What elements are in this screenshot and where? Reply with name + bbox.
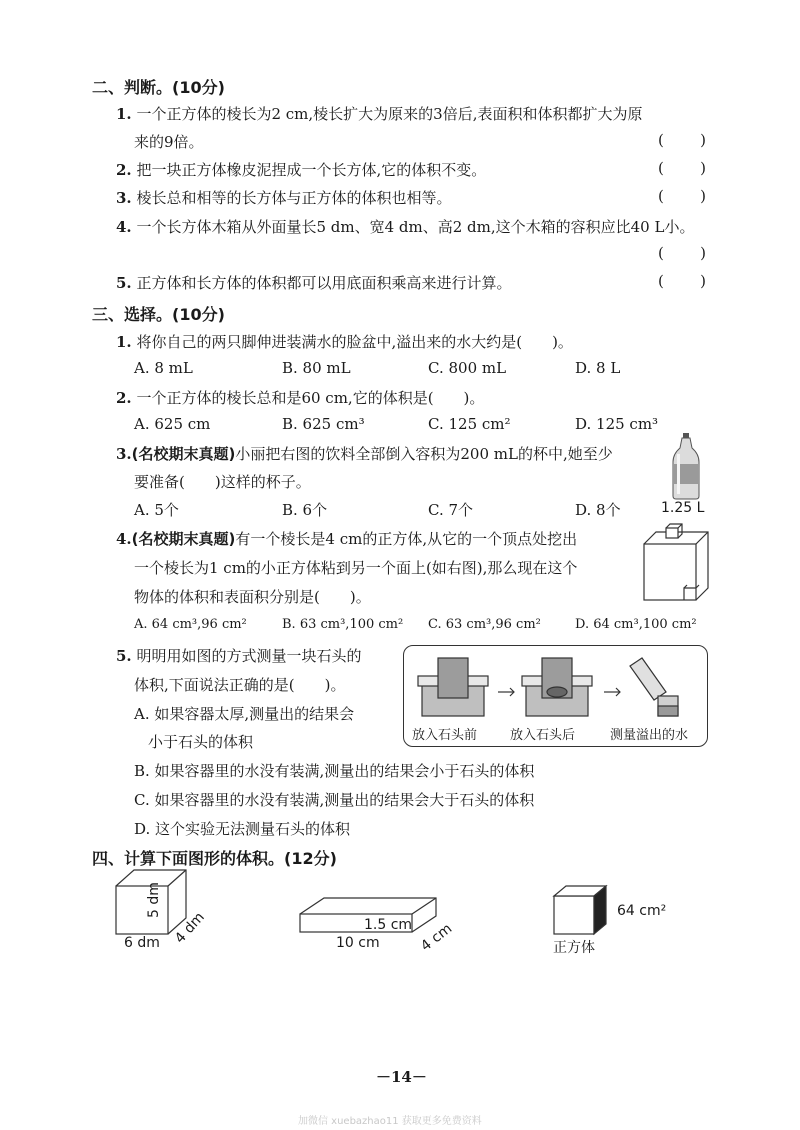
answer-parens[interactable]: ( ) [658, 131, 706, 149]
fig2-depth-label: 4 cm [418, 920, 456, 955]
item-number: 5. [116, 274, 132, 292]
option-b[interactable]: B. 6个 [282, 501, 328, 519]
item-text: 明明用如图的方式测量一块石头的 [136, 647, 362, 665]
item-number: 2. [116, 389, 132, 407]
choice-q4-line2: 一个棱长为1 cm的小正方体粘到另一个面上(如右图),那么现在这个 [134, 559, 578, 577]
cube-figure-3-icon [550, 882, 620, 938]
choice-q4-line3: 物体的体积和表面积分别是( )。 [134, 588, 371, 606]
item-number: 4. [116, 530, 132, 548]
item-text: 一个正方体的棱长为2 cm,棱长扩大为原来的3倍后,表面积和体积都扩大为原 [136, 105, 643, 123]
section-calc-title: 四、计算下面图形的体积。(12分) [92, 849, 337, 868]
choice-q2 [116, 387, 484, 408]
fig2-width-label: 10 cm [336, 935, 380, 951]
caption-before: 放入石头前 [412, 728, 478, 743]
item-number: 3. [116, 445, 132, 463]
option-b[interactable]: B. 63 cm³,100 cm² [282, 617, 404, 632]
fig3-area-label: 64 cm² [617, 903, 667, 919]
option-c[interactable]: C. 800 mL [428, 359, 507, 377]
watermark: 加微信 xuebazhao11 获取更多免费资料 [298, 1116, 482, 1127]
item-text: 有一个棱长是4 cm的正方体,从它的一个顶点处挖出 [235, 530, 578, 548]
option-d[interactable]: D. 8 L [575, 359, 621, 377]
page-number: －14－ [376, 1068, 427, 1086]
answer-parens[interactable]: ( ) [658, 272, 706, 290]
item-number: 3. [116, 189, 132, 207]
item-text: 将你自己的两只脚伸进装满水的脸盆中,溢出来的水大约是( )。 [136, 333, 573, 351]
item-number: 1. [116, 105, 132, 123]
judge-item-5 [116, 272, 511, 293]
item-text: 把一块正方体橡皮泥捏成一个长方体,它的体积不变。 [136, 161, 487, 179]
fig1-width-label: 6 dm [124, 935, 160, 951]
option-b[interactable]: B. 如果容器里的水没有装满,测量出的结果会小于石头的体积 [134, 762, 535, 780]
choice-q5-line2: 体积,下面说法正确的是( )。 [134, 676, 346, 694]
cube-figure-icon [640, 520, 710, 604]
caption-after: 放入石头后 [510, 728, 576, 743]
source-tag: (名校期末真题) [131, 445, 236, 463]
answer-parens[interactable]: ( ) [658, 187, 706, 205]
source-tag: (名校期末真题) [131, 530, 236, 548]
option-a-cont[interactable]: 小于石头的体积 [148, 733, 254, 751]
choice-q4 [116, 528, 577, 549]
judge-item-4 [116, 216, 694, 237]
item-number: 4. [116, 218, 132, 236]
choice-q5 [116, 645, 361, 666]
choice-q3-line2: 要准备( )这样的杯子。 [134, 473, 311, 491]
item-text: 一个长方体木箱从外面量长5 dm、宽4 dm、高2 dm,这个木箱的容积应比40 L小。 [136, 218, 695, 236]
item-number: 5. [116, 647, 132, 665]
fig1-depth-label: 4 dm [172, 909, 208, 947]
section-judge-title: 二、判断。(10分) [92, 78, 225, 97]
judge-item-1 [116, 103, 642, 124]
judge-item-3 [116, 187, 451, 208]
item-text: 小丽把右图的饮料全部倒入容积为200 mL的杯中,她至少 [235, 445, 613, 463]
option-c[interactable]: C. 125 cm² [428, 415, 511, 433]
answer-parens[interactable]: ( ) [658, 159, 706, 177]
item-text: 一个正方体的棱长总和是60 cm,它的体积是( )。 [136, 389, 485, 407]
fig2-height-label: 1.5 cm [364, 917, 413, 933]
section-choice-title: 三、选择。(10分) [92, 305, 225, 324]
choice-q1 [116, 331, 573, 352]
option-a[interactable]: A. 如果容器太厚,测量出的结果会 [134, 705, 355, 723]
option-c[interactable]: C. 如果容器里的水没有装满,测量出的结果会大于石头的体积 [134, 791, 535, 809]
option-c[interactable]: C. 63 cm³,96 cm² [428, 617, 541, 632]
item-number: 1. [116, 333, 132, 351]
judge-item-1-line2: 来的9倍。 [134, 133, 204, 151]
option-a[interactable]: A. 625 cm [134, 415, 211, 433]
experiment-figure [403, 645, 708, 747]
choice-q3 [116, 443, 613, 464]
option-c[interactable]: C. 7个 [428, 501, 474, 519]
bottle-icon [668, 432, 704, 500]
experiment-illustration-icon [408, 652, 702, 718]
option-b[interactable]: B. 625 cm³ [282, 415, 365, 433]
item-text: 正方体和长方体的体积都可以用底面积乘高来进行计算。 [136, 274, 512, 292]
option-a[interactable]: A. 64 cm³,96 cm² [134, 617, 247, 632]
option-d[interactable]: D. 这个实验无法测量石头的体积 [134, 820, 351, 838]
option-b[interactable]: B. 80 mL [282, 359, 351, 377]
option-d[interactable]: D. 8个 [575, 501, 621, 519]
judge-item-2 [116, 159, 486, 180]
option-a[interactable]: A. 8 mL [134, 359, 193, 377]
answer-parens[interactable]: ( ) [658, 244, 706, 262]
option-d[interactable]: D. 64 cm³,100 cm² [575, 617, 697, 632]
fig1-height-label: 5 dm [146, 882, 162, 918]
item-text: 棱长总和相等的长方体与正方体的体积也相等。 [136, 189, 452, 207]
caption-overflow: 测量溢出的水 [610, 728, 689, 743]
item-number: 2. [116, 161, 132, 179]
option-d[interactable]: D. 125 cm³ [575, 415, 659, 433]
bottle-label: 1.25 L [661, 500, 705, 516]
fig3-name-label: 正方体 [553, 940, 595, 956]
option-a[interactable]: A. 5个 [134, 501, 179, 519]
